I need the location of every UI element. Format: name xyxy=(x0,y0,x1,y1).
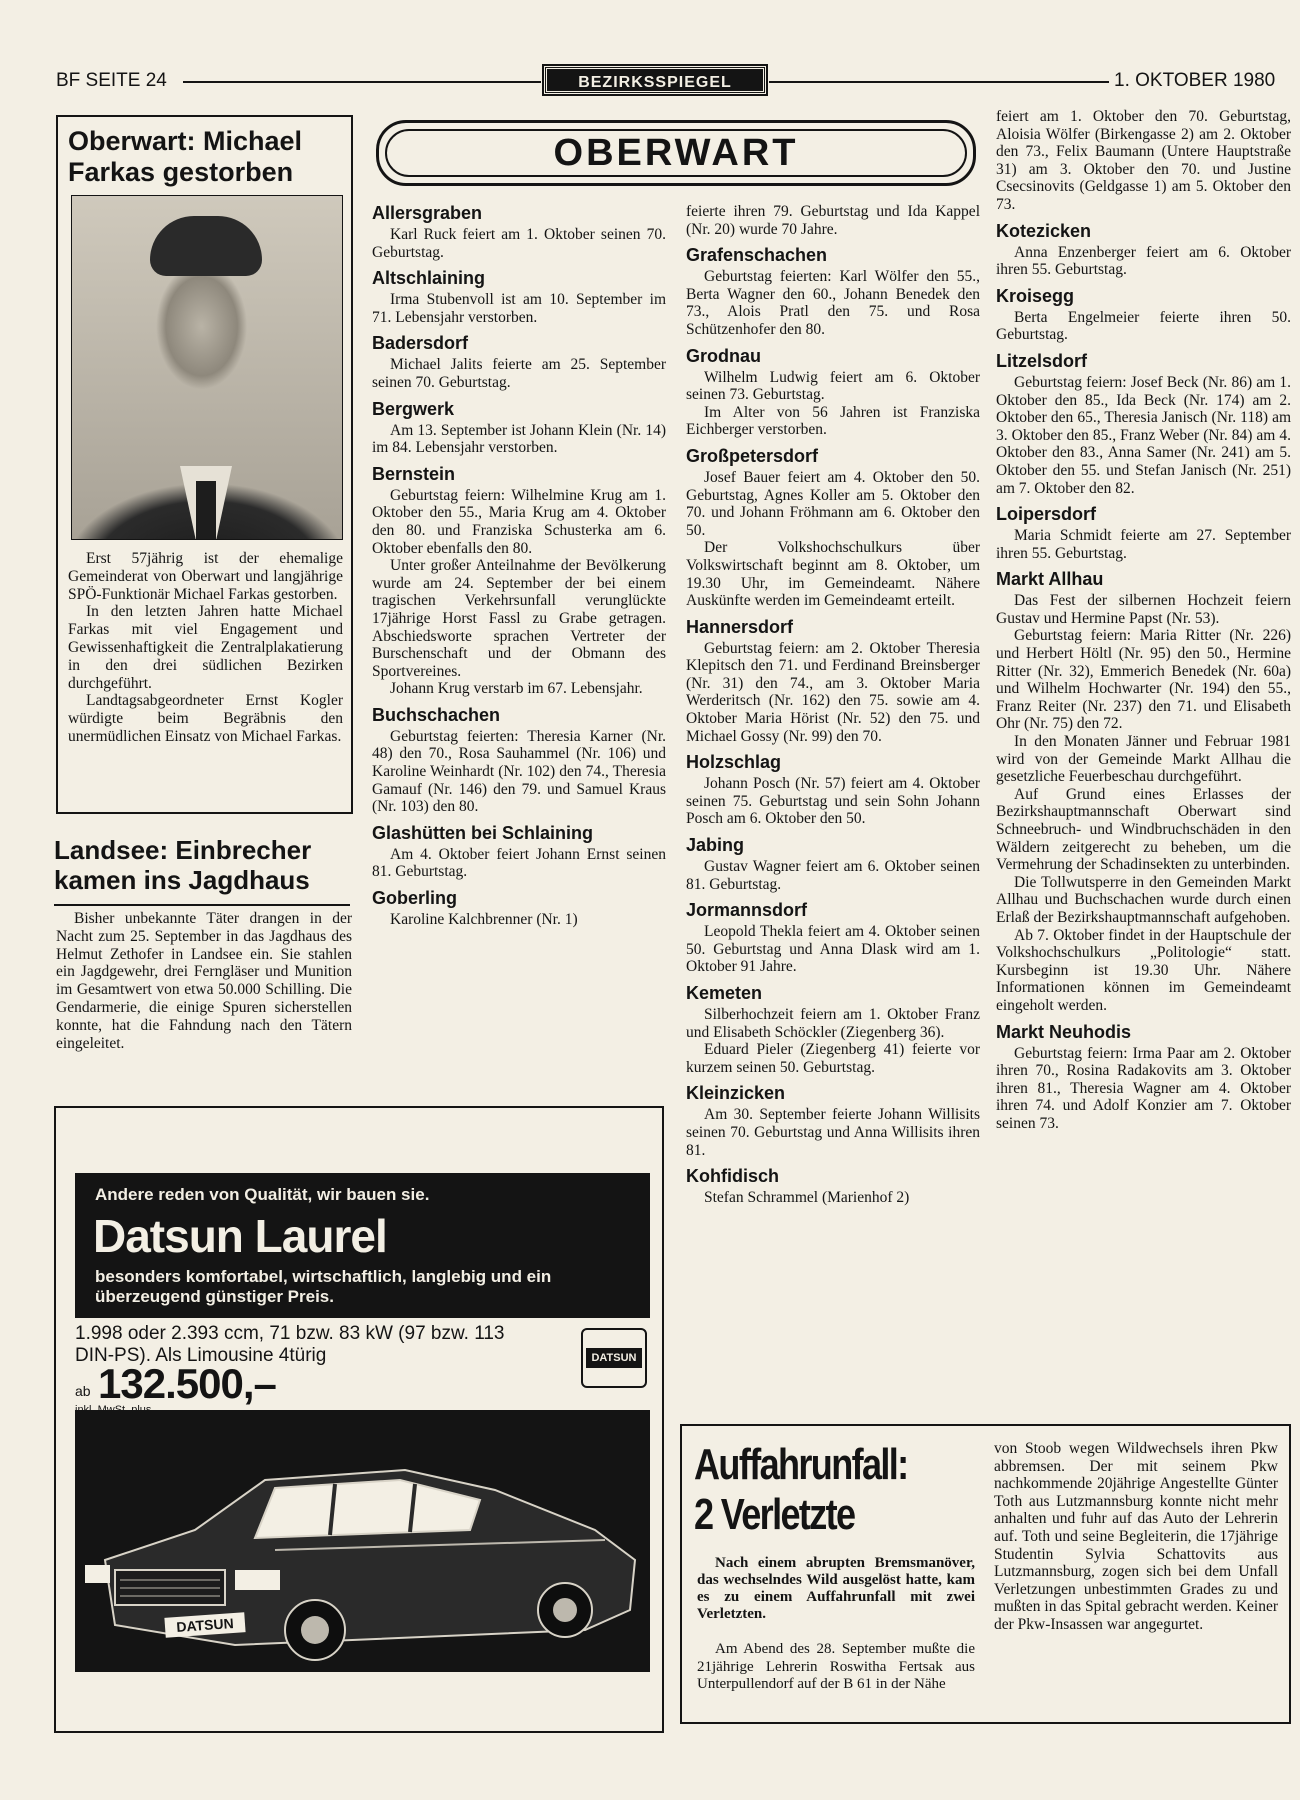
place-paragraph: Geburtstag feiern: Josef Beck (Nr. 86) am 1. Oktober den 85., Ida Beck (Nr. 174) am 2. Oktober den 65., Theresia Janisch (Nr. 118) am 3. Oktober den 85., Franz Weber (Nr. 84) am 4. Oktober den 83., Anna Samer (Nr. 241) am 5. Oktober den 55. und Stefan Janisch (Nr. 251) am 7. Oktober den 82. xyxy=(996,373,1291,497)
crash-body-2 xyxy=(994,1440,1278,1634)
place-heading: Kohfidisch xyxy=(686,1166,779,1187)
place-paragraph: Am 4. Oktober feiert Johann Ernst seinen 81. Geburtstag. xyxy=(372,845,666,881)
datsun-logo-text: DATSUN xyxy=(586,1348,642,1368)
place-heading: Bergwerk xyxy=(372,398,455,419)
crash-headline xyxy=(694,1440,924,1540)
ad-price-prefix: ab xyxy=(75,1383,91,1399)
place-paragraph: Geburtstag feierten: Karl Wölfer den 55., Berta Wagner den 60., Johann Benedek den 73., Alois Pratl den 75. und Rosa Schützenhofer den 80. xyxy=(686,268,980,338)
farkas-headline: Oberwart: Michael Farkas gestorben xyxy=(68,126,303,188)
place-paragraph: Karoline Kalchbrenner (Nr. 1) xyxy=(390,911,578,929)
header-rule-left xyxy=(183,81,541,83)
place-heading: Holzschlag xyxy=(686,752,782,773)
portrait-photo xyxy=(71,195,343,540)
place-heading: Litzelsdorf xyxy=(996,350,1088,371)
col3-lead: feiert am 1. Oktober den 70. Geburtstag, Aloisia Wölfer (Birkengasse 2) am 2. Oktober den 73., Felix Baumann (Untere Hauptstraße 31) am 3. Oktober den 70. und Justine Csecsinovits (Geldgasse 1) am 5. Oktober den 73. xyxy=(996,108,1291,213)
ad-tagline: Andere reden von Qualität, wir bauen sie. xyxy=(95,1185,430,1204)
place-heading: Grafenschachen xyxy=(686,245,828,266)
place-paragraph: Karl Ruck feiert am 1. Oktober seinen 70. Geburtstag. xyxy=(372,226,666,261)
landsee-body xyxy=(56,910,352,1052)
crash-lead-paragraph: Nach einem abrupten Bremsmanöver, das wechselndes Wild ausgelöst hatte, kam es zu einem Auffahrunfall mit zwei Verletzten. xyxy=(697,1555,975,1622)
farkas-paragraph: Erst 57jährig ist der ehemalige Gemeinderat von Oberwart und langjährige SPÖ-Funktionär Michael Farkas gestorben. xyxy=(68,550,343,603)
place-heading: Grodnau xyxy=(686,345,761,366)
place-heading: Hannersdorf xyxy=(686,616,794,637)
place-paragraph: Silberhochzeit feiern am 1. Oktober Franz und Elisabeth Schöckler (Ziegenberg 36). xyxy=(686,1006,980,1041)
header-rule-right xyxy=(769,81,1109,83)
place-paragraph: Geburtstag feiern: am 2. Oktober Theresia Klepitsch den 71. und Ferdinand Breinsberger (Nr. 31) den 74., am 3. Oktober Maria Werderitsch (Nr. 162) den 75. sowie am 4. Oktober Maria Hörist (Nr. 52) den 75. und Michael Gossy (Nr. 99) den 70. xyxy=(686,639,980,745)
crash-body-paragraph-2: von Stoob wegen Wildwechsels ihren Pkw abbremsen. Der mit seinem Pkw nachkommende 20jährige Angestellte Günter Toth aus Lutzmannsburg konnte nicht mehr anhalten und fuhr auf das Auto der Lehrerin auf. Toth und seine Begleiterin, die 17jährige Studentin Sylvia Schattovits aus Lutzmannsburg, zogen sich bei dem Unfall Verletzungen unbestimmten Grades zu und mußten in das Spital gebracht werden. Keiner der Pkw-Insassen war angegurtet. xyxy=(994,1440,1278,1633)
place-paragraph: Geburtstag feiern: Maria Ritter (Nr. 226) und Herbert Höltl (Nr. 95) den 50., Hermine Ritter (Nr. 32), Emmerich Benedek (Nr. 60a) und Wilhelm Hochwarter (Nr. 194) den 55., Franz Reiter (Nr. 237) den 71. und Elisabeth Ohr (Nr. 75) den 72. xyxy=(996,627,1291,733)
crash-body-1 xyxy=(697,1641,975,1694)
place-paragraph: Eduard Pieler (Ziegenberg 41) feierte vor kurzem seinen 50. Geburtstag. xyxy=(686,1041,980,1076)
ad-price: 132.500,– xyxy=(98,1360,276,1407)
place-paragraph: Michael Jalits feierte am 25. September seinen 70. Geburtstag. xyxy=(372,356,666,391)
place-paragraph: Geburtstag feierten: Theresia Karner (Nr. 48) den 70., Rosa Sauhammel (Nr. 106) und Karoline Weinhardt (Nr. 102) den 74., Theresia Gamauf (Nr. 146) den 79. und Samuel Kraus (Nr. 103) den 80. xyxy=(372,727,666,816)
place-paragraph: Auf Grund eines Erlasses der Bezirkshauptmannschaft Oberwart sind Schneebruch- und Windbruchschäden in den Wäldern zeitgerecht zu beheben, um die Vermehrung der Schadinsekten zu unterbinden. xyxy=(996,785,1291,874)
place-paragraph: Gustav Wagner feiert am 6. Oktober seinen 81. Geburtstag. xyxy=(686,858,980,893)
place-heading: Großpetersdorf xyxy=(686,445,819,466)
place-paragraph: Maria Schmidt feierte am 27. September ihren 55. Geburtstag. xyxy=(996,527,1291,562)
ad-spec: 1.998 oder 2.393 ccm, 71 bzw. 83 kW (97 bzw. 113 DIN-PS). Als Limousine 4türig xyxy=(75,1323,505,1366)
ad-claim: besonders komfortabel, wirtschaftlich, langlebig und ein überzeugend günstiger Preis. xyxy=(95,1267,552,1306)
place-paragraph: Am 13. September ist Johann Klein (Nr. 14) im 84. Lebensjahr verstorben. xyxy=(372,421,666,457)
place-heading: Kroisegg xyxy=(996,285,1075,306)
place-heading: Bernstein xyxy=(372,463,456,484)
place-heading: Jabing xyxy=(686,835,745,856)
place-paragraph: Unter großer Anteilnahme der Bevölkerung wurde am 24. September der bei einem tragischen Verkehrsunfall verunglückte 17jährige Horst Fassl zu Grabe getragen. Abschiedsworte sprachen Vertreter der Burschenschaft und der Obmann des Sportvereines. xyxy=(372,557,666,680)
place-paragraph: Johann Posch (Nr. 57) feiert am 4. Oktober seinen 75. Geburtstag und sein Sohn Johann Posch am 6. Oktober den 50. xyxy=(686,775,980,828)
oberwart-column-2 xyxy=(686,203,980,1207)
landsee-paragraph: Bisher unbekannte Täter drangen in der Nacht zum 25. September in das Jagdhaus des Helmut Zethofer in Landsee ein. Sie stahlen ein Jagdgewehr, drei Ferngläser und Munition im Gesamtwert von etwa 50.000 Schilling. Die Gendarmerie, die einige Spuren sicherstellen konnte, hat die Fahndung nach den Tätern eingeleitet. xyxy=(56,910,352,1052)
place-paragraph: Stefan Schrammel (Marienhof 2) xyxy=(704,1189,910,1207)
section-title: BEZIRKSSPIEGEL xyxy=(544,66,766,94)
place-paragraph: Josef Bauer feiert am 4. Oktober den 50. Geburtstag, Agnes Koller am 5. Oktober den 70. und Johann Fröhmann am 6. Oktober den 50. xyxy=(686,468,980,539)
place-heading: Glashütten bei Schlaining xyxy=(372,822,594,843)
place-paragraph: Im Alter von 56 Jahren ist Franziska Eichberger verstorben. xyxy=(686,403,980,439)
place-paragraph: In den Monaten Jänner und Februar 1981 wird von der Gemeinde Markt Allhau die gesetzliche Feuerbeschau durchgeführt. xyxy=(996,733,1291,786)
place-heading: Altschlaining xyxy=(372,268,486,289)
place-heading: Kotezicken xyxy=(996,220,1092,241)
oberwart-title: OBERWART xyxy=(385,129,967,177)
place-heading: Kleinzicken xyxy=(686,1083,786,1104)
landsee-headline: Landsee: Einbrecher kamen ins Jagdhaus xyxy=(54,835,312,895)
page-number: BF SEITE 24 xyxy=(56,70,167,91)
place-paragraph: Irma Stubenvoll ist am 10. September im 71. Lebensjahr verstorben. xyxy=(372,291,666,326)
oberwart-banner xyxy=(376,120,976,186)
place-heading: Buchschachen xyxy=(372,704,501,725)
place-paragraph: Wilhelm Ludwig feiert am 6. Oktober seinen 73. Geburtstag. xyxy=(686,368,980,404)
col2-lead: feierte ihren 79. Geburtstag und Ida Kappel (Nr. 20) wurde 70 Jahre. xyxy=(686,203,980,238)
place-paragraph: Leopold Thekla feiert am 4. Oktober seinen 50. Geburtstag und Anna Dlask wird am 1. Oktober 91 Jahre. xyxy=(686,923,980,976)
license-plate: DATSUN xyxy=(175,1615,235,1635)
place-paragraph: Die Tollwutsperre in den Gemeinden Markt Allhau und Buchschachen wurde durch einen Erlaß der Bezirkshauptmannschaft aufgehoben. xyxy=(996,873,1291,926)
place-paragraph: Am 30. September feierte Johann Willisits seinen 70. Geburtstag und Anna Willisits ihren 81. xyxy=(686,1106,980,1159)
issue-date: 1. OKTOBER 1980 xyxy=(1114,70,1276,91)
oberwart-column-1 xyxy=(372,203,666,929)
place-heading: Markt Neuhodis xyxy=(996,1021,1132,1042)
place-paragraph: Ab 7. Oktober findet in der Hauptschule der Volkshochschulkurs „Politologie“ statt. Kursbeginn ist 19.30 Uhr. Nähere Informationen können im Gemeindeamt eingeholt werden. xyxy=(996,926,1291,1014)
place-paragraph: Johann Krug verstarb im 67. Lebensjahr. xyxy=(390,680,643,698)
place-heading: Jormannsdorf xyxy=(686,900,808,921)
place-paragraph: Anna Enzenberger feiert am 6. Oktober ihren 55. Geburtstag. xyxy=(996,243,1291,279)
place-heading: Markt Allhau xyxy=(996,569,1104,590)
place-heading: Kemeten xyxy=(686,983,763,1003)
place-paragraph: Der Volkshochschulkurs über Volkswirtschaft beginnt am 8. Oktober, um 19.30 Uhr, im Gemeindeamt. Nähere Auskünfte werden im Gemeindeamt erteilt. xyxy=(686,539,980,610)
farkas-paragraph: In den letzten Jahren hatte Michael Farkas mit viel Engagement und Gewissenhaftigkeit die Zentralplakatierung in den drei südlichen Bezirken durchgeführt. xyxy=(68,603,343,692)
landsee-rule xyxy=(54,904,350,906)
place-heading: Allersgraben xyxy=(372,203,483,223)
car-illustration xyxy=(75,1410,650,1672)
ad-model: Datsun Laurel xyxy=(93,1210,387,1262)
farkas-body xyxy=(68,550,343,746)
place-paragraph: Das Fest der silbernen Hochzeit feiern Gustav und Hermine Papst (Nr. 53). xyxy=(996,592,1291,627)
oberwart-column-3 xyxy=(996,108,1291,1133)
ad-banner xyxy=(75,1173,650,1318)
datsun-logo-icon xyxy=(581,1328,647,1388)
place-paragraph: Geburtstag feiern: Irma Paar am 2. Oktober ihren 70., Rosina Radakovits am 3. Oktober ihren 81., Theresia Wagner am 4. Oktober ihren 74. und Adolf Konzier am 7. Oktober seinen 73. xyxy=(996,1044,1291,1132)
place-heading: Goberling xyxy=(372,888,457,909)
place-heading: Badersdorf xyxy=(372,333,469,354)
crash-headline-line-1: Auffahrunfall: xyxy=(694,1440,908,1489)
place-paragraph: Berta Engelmeier feierte ihren 50. Geburtstag. xyxy=(996,308,1291,344)
place-heading: Loipersdorf xyxy=(996,504,1097,525)
farkas-paragraph: Landtagsabgeordneter Ernst Kogler würdigte beim Begräbnis den unermüdlichen Einsatz von Michael Farkas. xyxy=(68,692,343,745)
crash-body-paragraph-1: Am Abend des 28. September mußte die 21jährige Lehrerin Roswitha Fertsak aus Unterpullendorf auf der B 61 in der Nähe xyxy=(697,1641,975,1692)
crash-lead xyxy=(697,1555,975,1623)
crash-headline-line-2: 2 Verletzte xyxy=(694,1490,855,1539)
place-paragraph: Geburtstag feiern: Wilhelmine Krug am 1. Oktober den 55., Maria Krug am 4. Oktober den 80. und Franziska Schusterka am 6. Oktober ebenfalls den 80. xyxy=(372,486,666,557)
